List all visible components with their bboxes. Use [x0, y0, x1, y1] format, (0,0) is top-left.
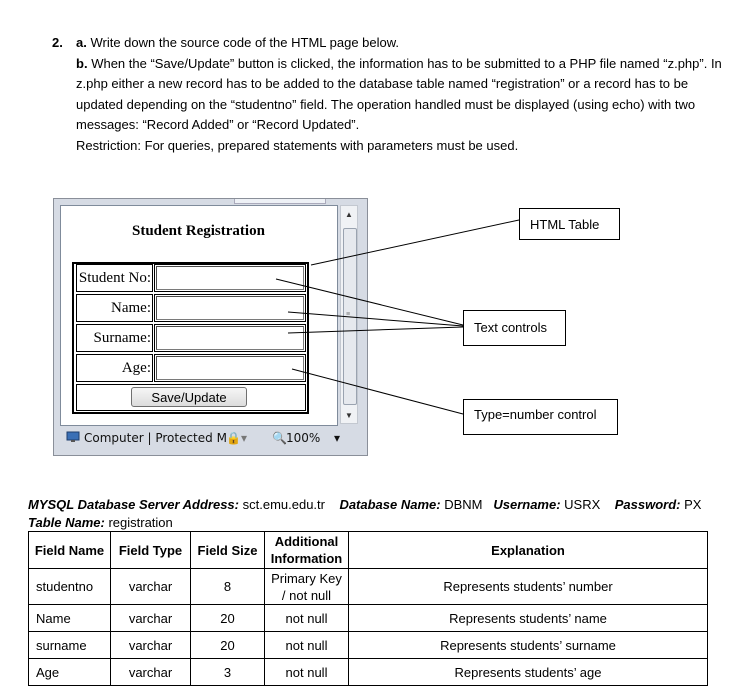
- cell-field-name: Name: [29, 605, 111, 632]
- student-no-label: Student No:: [76, 264, 153, 292]
- cell-additional-info: not null: [265, 632, 349, 659]
- part-b-label: b.: [76, 55, 88, 71]
- password-value: PX: [684, 497, 702, 512]
- cell-explanation: Represents students’ age: [349, 659, 708, 686]
- cell-field-size: 8: [191, 569, 265, 605]
- cell-field-size: 20: [191, 605, 265, 632]
- header-field-name: Field Name: [29, 532, 111, 569]
- dbname-value: DBNM: [444, 497, 483, 512]
- table-name-value: registration: [108, 515, 173, 530]
- surname-pointer-line: [288, 327, 463, 333]
- html-table-callout: HTML Table: [519, 208, 620, 240]
- cell-field-type: varchar: [111, 569, 191, 605]
- cell-additional-info: Primary Key / not null: [265, 569, 349, 605]
- header-field-size: Field Size: [191, 532, 265, 569]
- username-value: USRX: [564, 497, 601, 512]
- table-row: [29, 605, 708, 632]
- username-label: Username:: [493, 497, 561, 512]
- protected-mode-icon[interactable]: 🔒▾: [226, 431, 247, 445]
- age-label: Age:: [76, 354, 153, 382]
- table-row: [29, 659, 708, 686]
- cell-field-type: varchar: [111, 659, 191, 686]
- scroll-up-icon[interactable]: ▲: [345, 210, 353, 219]
- security-zone-text: Computer | Protected M: [84, 431, 227, 445]
- name-label: Name:: [76, 294, 153, 322]
- cell-explanation: Represents students’ number: [349, 569, 708, 605]
- registration-fields-table: [28, 531, 708, 686]
- surname-label: Surname:: [76, 324, 153, 352]
- cell-field-size: 20: [191, 632, 265, 659]
- part-a-text: Write down the source code of the HTML page below.: [90, 35, 400, 50]
- cell-field-name: Age: [29, 659, 111, 686]
- table-header-row: [29, 532, 708, 569]
- cell-additional-info: not null: [265, 659, 349, 686]
- table-row: [29, 569, 708, 605]
- cell-field-type: varchar: [111, 605, 191, 632]
- database-info: [28, 496, 701, 532]
- number-control-callout: Type=number control: [463, 399, 618, 435]
- cell-field-name: studentno: [29, 569, 111, 605]
- zoom-dropdown-icon[interactable]: ▾: [334, 431, 341, 445]
- zoom-level[interactable]: 100%: [286, 431, 321, 445]
- cell-field-type: varchar: [111, 632, 191, 659]
- form-title: Student Registration: [132, 223, 265, 239]
- header-field-type: Field Type: [111, 532, 191, 569]
- scroll-grip-icon: ≡: [346, 311, 351, 318]
- server-value: sct.emu.edu.tr: [242, 497, 325, 512]
- cell-explanation: Represents students’ surname: [349, 632, 708, 659]
- server-label: MYSQL Database Server Address:: [28, 497, 239, 512]
- save-update-button[interactable]: Save/Update: [131, 387, 247, 407]
- html-table-pointer-line: [311, 220, 519, 265]
- text-controls-callout: Text controls: [463, 310, 566, 346]
- part-b-text: When the “Save/Update” button is clicked, the information has to be submitted to a PHP file named “z.php”. In z.php either a new record has to be added to the database table named “registration” or a record has to be updated depending on the “studentno” field. The operation handled must be displayed (using echo) with two messages: “Record Added” or “Record Updated”.: [76, 55, 722, 133]
- cell-additional-info: not null: [265, 605, 349, 632]
- cell-field-name: surname: [29, 632, 111, 659]
- part-a-label: a.: [76, 35, 87, 50]
- age-pointer-line: [292, 369, 463, 414]
- table-name-label: Table Name:: [28, 515, 105, 530]
- cell-field-size: 3: [191, 659, 265, 686]
- header-explanation: Explanation: [349, 532, 708, 569]
- table-row: [29, 632, 708, 659]
- zoom-icon: 🔍: [272, 431, 287, 445]
- restriction-text: Restriction: For queries, prepared statements with parameters must be used.: [76, 137, 519, 153]
- cell-explanation: Represents students’ name: [349, 605, 708, 632]
- scroll-down-icon[interactable]: ▼: [345, 411, 353, 420]
- question-number: 2.: [52, 35, 63, 50]
- dbname-label: Database Name:: [339, 497, 441, 512]
- header-additional-info: Additional Information: [265, 532, 349, 569]
- password-label: Password:: [614, 497, 681, 512]
